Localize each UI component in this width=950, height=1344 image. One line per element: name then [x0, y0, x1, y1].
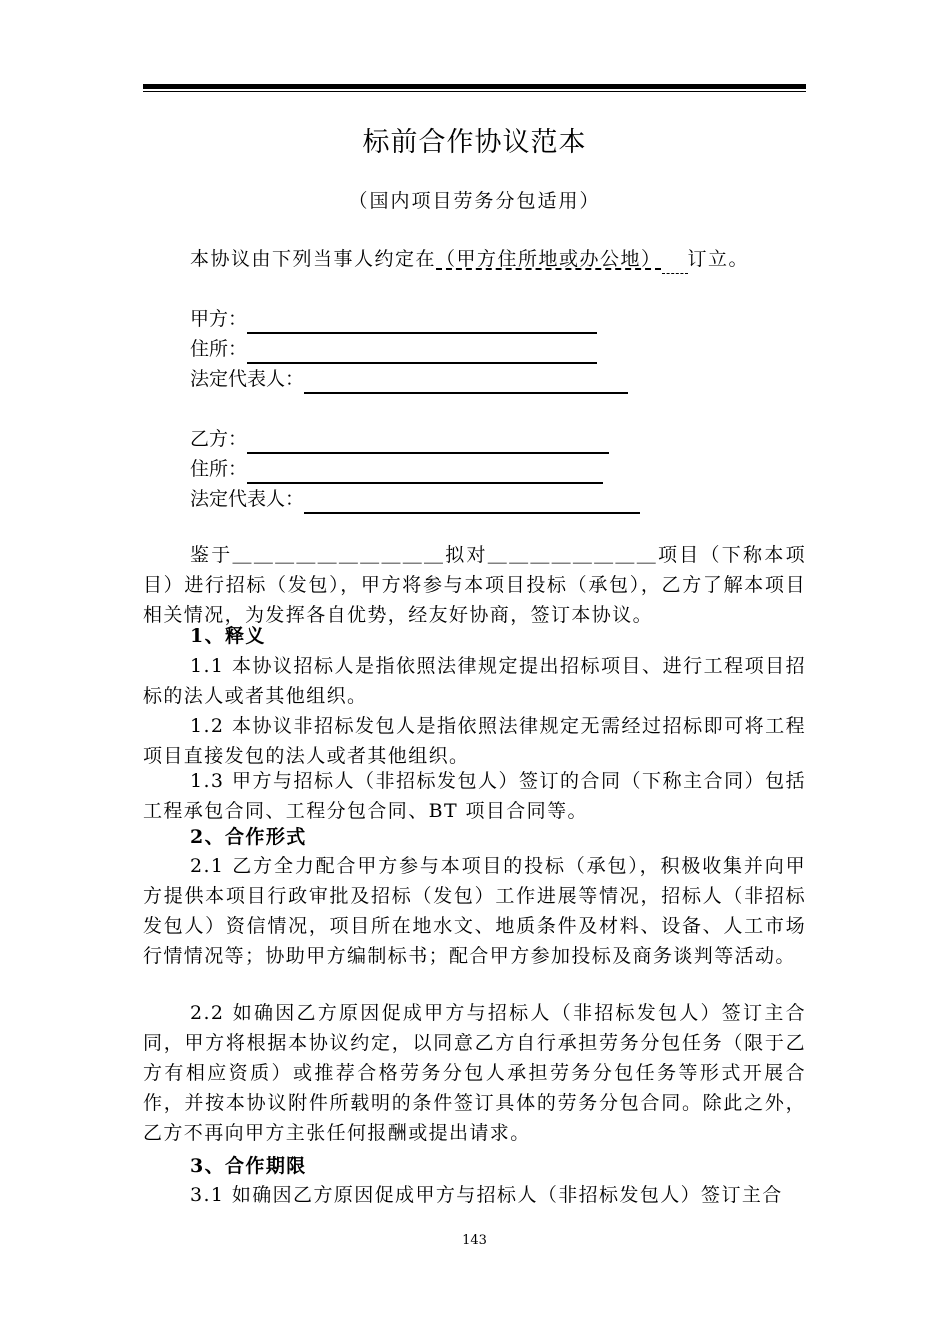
document-subtitle: （国内项目劳务分包适用）	[348, 190, 601, 212]
clause-2-2: 2.2 如确因乙方原因促成甲方与招标人（非招标发包人）签订主合同，甲方将根据本协议约定，以同意乙方自行承担劳务分包任务（限于乙方有相应资质）或推荐合格劳务分包人承担劳务分包任务等形式开展合作，并按本协议附件所载明的条件签订具体的劳务分包合同。除此之外，乙方不再向甲方主张任何报酬或提出请求。	[143, 1002, 806, 1144]
intro-line	[190, 244, 749, 274]
party-b-address-label: 住所：	[190, 458, 248, 480]
party-a-address-field[interactable]	[247, 340, 597, 364]
party-a-address-row	[190, 334, 597, 364]
party-b-name-row	[190, 424, 609, 454]
intro-trailing-blank	[662, 253, 688, 274]
party-a-name-field[interactable]	[247, 310, 597, 334]
clause-1-3: 1.3 甲方与招标人（非招标发包人）签订的合同（下称主合同）包括工程承包合同、工程分包合同、BT 项目合同等。	[143, 770, 806, 822]
party-b-name-label: 乙方：	[190, 428, 248, 450]
preamble: 鉴于＿＿＿＿＿＿＿＿＿＿拟对＿＿＿＿＿＿＿＿项目（下称本项目）进行招标（发包），甲方将参与本项目投标（承包），乙方了解本项目相关情况，为发挥各自优势，经友好协商，签订本协议。	[143, 544, 806, 626]
party-a-rep-field[interactable]	[304, 370, 628, 394]
intro-before: 本协议由下列当事人约定在	[190, 248, 437, 270]
party-a-address-label: 住所：	[190, 338, 248, 360]
party-b-rep-label: 法定代表人：	[190, 488, 305, 510]
party-a-name-label: 甲方：	[190, 308, 248, 330]
header-rule-thin	[143, 91, 806, 92]
party-a-rep-row	[190, 364, 628, 394]
intro-placeholder: （甲方住所地或办公地）	[436, 248, 662, 270]
document-title: 标前合作协议范本	[362, 127, 587, 158]
clause-2-1: 2.1 乙方全力配合甲方参与本项目的投标（承包），积极收集并向甲方提供本项目行政审批及招标（发包）工作进展等情况，招标人（非招标发包人）资信情况，项目所在地水文、地质条件及材料、设备、人工市场行情情况等；协助甲方编制标书；配合甲方参加投标及商务谈判等活动。	[143, 855, 806, 967]
clause-1-2: 1.2 本协议非招标发包人是指依照法律规定无需经过招标即可将工程项目直接发包的法人或者其他组织。	[143, 715, 806, 767]
party-a-rep-label: 法定代表人：	[190, 368, 305, 390]
section-heading-1: 1、释义	[190, 625, 266, 647]
party-b-address-row	[190, 454, 603, 484]
page-number: 143	[462, 1233, 487, 1248]
section-heading-2: 2、合作形式	[190, 826, 307, 848]
header-rule-thick	[143, 84, 806, 89]
party-b-address-field[interactable]	[247, 460, 603, 484]
intro-after: 订立。	[687, 248, 750, 270]
party-b-name-field[interactable]	[247, 430, 609, 454]
party-b-rep-row	[190, 484, 640, 514]
clause-1-1: 1.1 本协议招标人是指依照法律规定提出招标项目、进行工程项目招标的法人或者其他组织。	[143, 655, 806, 707]
party-a-name-row	[190, 304, 597, 334]
section-heading-3: 3、合作期限	[190, 1155, 307, 1177]
party-b-rep-field[interactable]	[304, 490, 640, 514]
clause-3-1: 3.1 如确因乙方原因促成甲方与招标人（非招标发包人）签订主合	[190, 1184, 783, 1206]
